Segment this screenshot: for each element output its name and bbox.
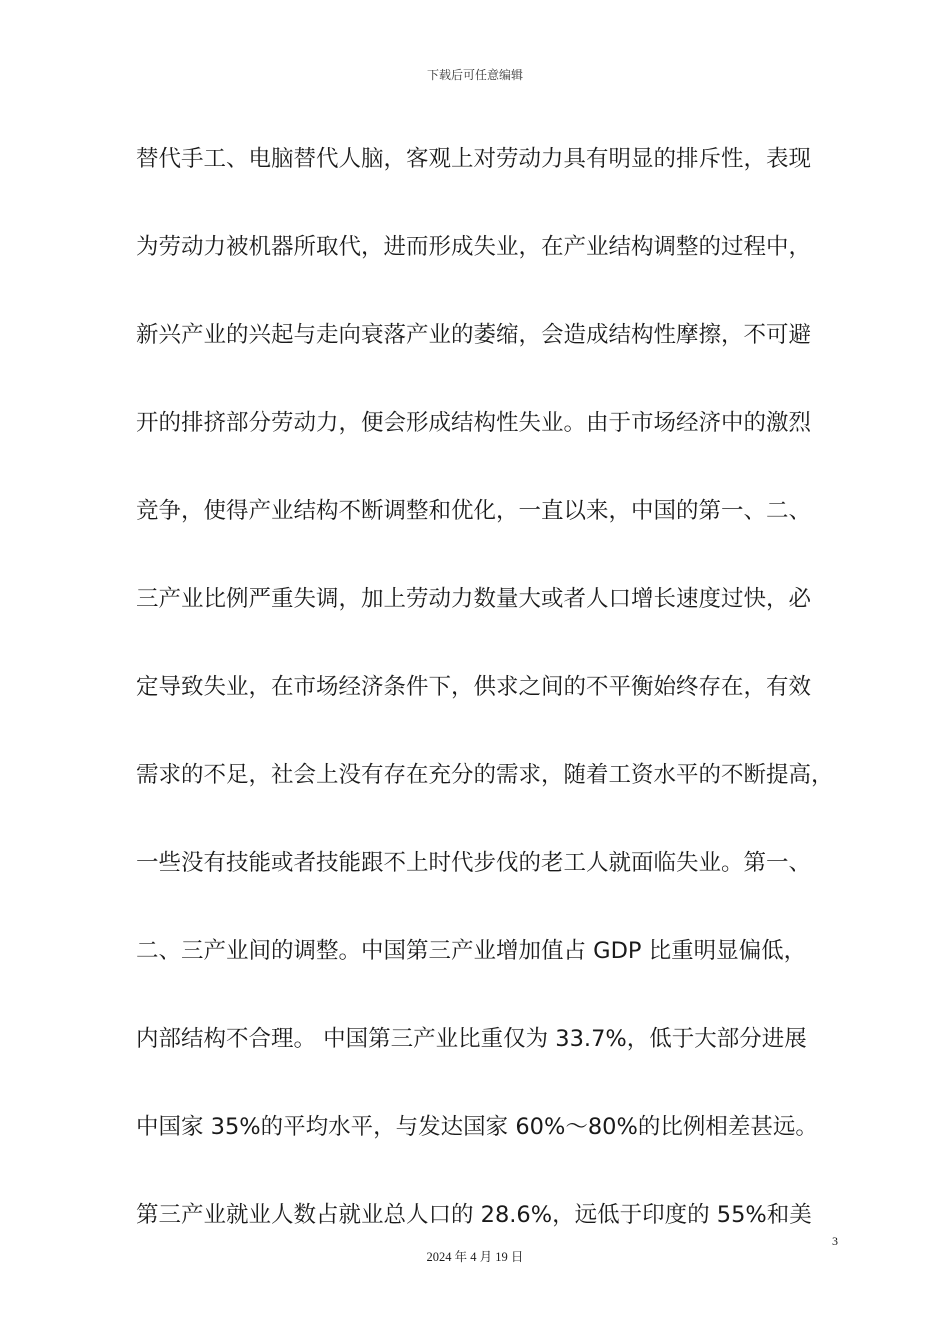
page-header: 下载后可任意编辑	[426, 68, 523, 82]
text-line: 竞争，使得产业结构不断调整和优化，一直以来，中国的第一、二、	[136, 498, 812, 524]
text-line: 新兴产业的兴起与走向衰落产业的萎缩，会造成结构性摩擦，不可避	[136, 322, 812, 348]
text-line: 第三产业就业人数占就业总人口的 28.6%，远低于印度的 55%和美	[136, 1202, 812, 1228]
text-line: 一些没有技能或者技能跟不上时代步伐的老工人就面临失业。第一、	[136, 850, 812, 876]
text-line: 二、三产业间的调整。中国第三产业增加值占 GDP 比重明显偏低，	[136, 938, 807, 964]
footer-date: 2024 年 4 月 19 日	[426, 1250, 524, 1264]
text-line: 三产业比例严重失调，加上劳动力数量大或者人口增长速度过快，必	[136, 586, 812, 612]
page-number: 3	[832, 1234, 838, 1248]
text-line: 为劳动力被机器所取代，进而形成失业，在产业结构调整的过程中，	[136, 234, 812, 260]
body-text	[136, 137, 856, 1281]
text-line: 中国家 35%的平均水平，与发达国家 60%～80%的比例相差甚远。	[136, 1114, 818, 1140]
text-line: 内部结构不合理。 中国第三产业比重仅为 33.7%，低于大部分进展	[136, 1026, 807, 1052]
text-line: 替代手工、电脑替代人脑，客观上对劳动力具有明显的排斥性，表现	[136, 146, 812, 172]
text-line: 定导致失业，在市场经济条件下，供求之间的不平衡始终存在，有效	[136, 674, 812, 700]
text-line: 需求的不足，社会上没有存在充分的需求，随着工资水平的不断提高，	[136, 762, 834, 788]
text-line: 开的排挤部分劳动力，便会形成结构性失业。由于市场经济中的激烈	[136, 410, 812, 436]
